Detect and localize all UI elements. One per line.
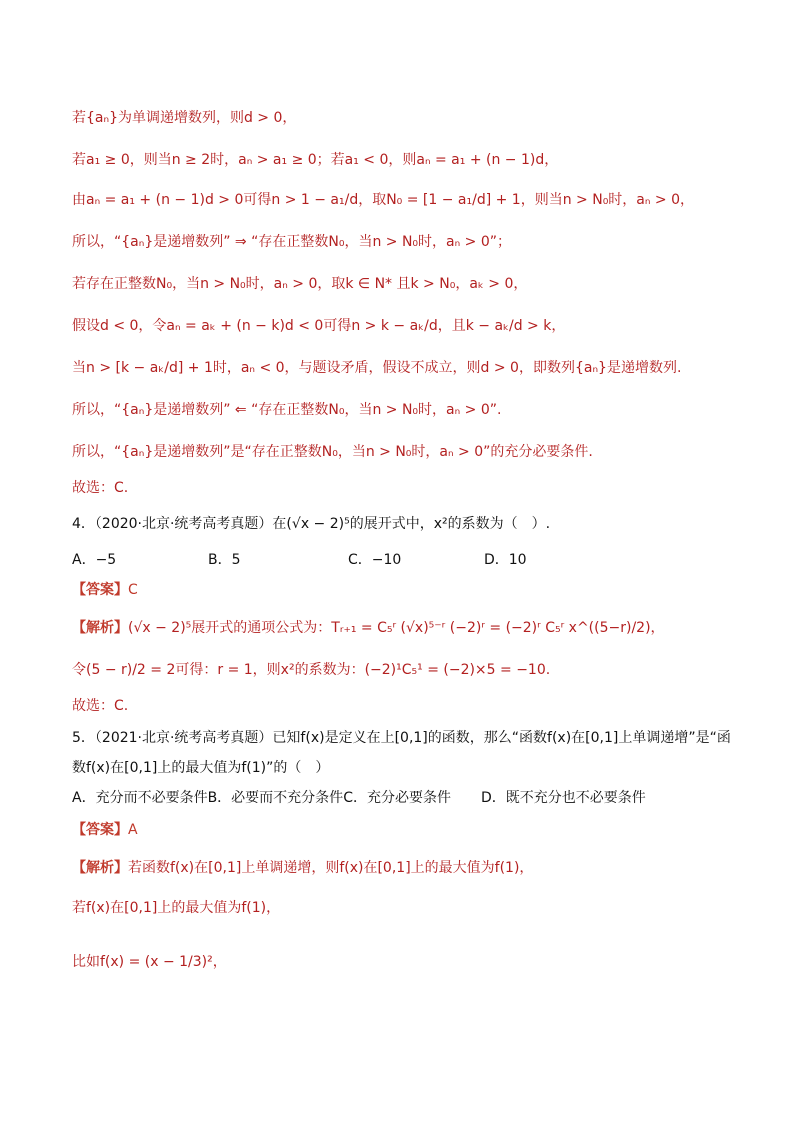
option-a: A．充分而不必要条件 [72, 790, 208, 806]
analysis-tag: 【解析】 [72, 620, 128, 636]
option-c: C．充分必要条件 [343, 790, 451, 806]
solution-line-5: 若存在正整数N₀，当n > N₀时，aₙ > 0，取k ∈ N* 且k > N₀，aₖ > 0， [72, 276, 528, 292]
option-d: D．既不充分也不必要条件 [480, 790, 646, 806]
solution-line-4: 所以，“{aₙ}是递增数列” ⇒ “存在正整数N₀，当n > N₀时，aₙ > 0”； [72, 234, 511, 250]
analysis-text: (√x − 2)⁵展开式的通项公式为：Tᵣ₊₁ = C₅ʳ (√x)⁵⁻ʳ (−2)ʳ = (−2)ʳ C₅ʳ x^((5−r)/2)， [128, 620, 665, 636]
solution-conclusion: 故选：C. [72, 480, 129, 496]
answer-value: A [128, 822, 138, 838]
option-c: C．−10 [348, 552, 402, 568]
analysis-text: 若函数f(x)在[0,1]上单调递增，则f(x)在[0,1]上的最大值为f(1)， [128, 860, 534, 876]
option-d: D．10 [484, 552, 527, 568]
answer-tag: 【答案】 [72, 582, 128, 598]
question-4-stem: 4．（2020·北京·统考高考真题）在(√x − 2)⁵的展开式中，x²的系数为（ ）. [72, 516, 551, 532]
answer-tag: 【答案】 [72, 822, 128, 838]
question-4-options [72, 550, 754, 570]
solution-line-8: 所以，“{aₙ}是递增数列” ⇐ “存在正整数N₀，当n > N₀时，aₙ > 0”. [72, 402, 502, 418]
solution-line-9: 所以，“{aₙ}是递增数列”是“存在正整数N₀，当n > N₀时，aₙ > 0”的充分必要条件. [72, 444, 593, 460]
question-5-analysis-3: 比如f(x) = (x − 1/3)²， [72, 954, 227, 970]
question-5-analysis-2: 若f(x)在[0,1]上的最大值为f(1)， [72, 900, 281, 916]
option-a: A．−5 [72, 552, 117, 568]
question-4-conclusion: 故选：C. [72, 698, 129, 714]
question-4-answer [72, 580, 754, 600]
question-5-answer [72, 820, 754, 840]
solution-line-7: 当n > [k − aₖ/d] + 1时，aₙ < 0，与题设矛盾，假设不成立，则d > 0，即数列{aₙ}是递增数列. [72, 360, 682, 376]
solution-line-1: 若{aₙ}为单调递增数列，则d > 0， [72, 110, 297, 126]
question-5-options [72, 788, 754, 808]
solution-line-2: 若a₁ ≥ 0，则当n ≥ 2时，aₙ > a₁ ≥ 0；若a₁ < 0，则aₙ = a₁ + (n − 1)d， [72, 152, 559, 168]
solution-line-6: 假设d < 0，令aₙ = aₖ + (n − k)d < 0可得n > k − aₖ/d，且k − aₖ/d > k， [72, 318, 566, 334]
option-b: B．必要而不充分条件 [207, 790, 344, 806]
question-5-stem-line-1: 5．（2021·北京·统考高考真题）已知f(x)是定义在上[0,1]的函数，那么“函数f(x)在[0,1]上单调递增”是“函 [72, 730, 731, 746]
option-b: B．5 [208, 552, 241, 568]
question-5-stem-line-2: 数f(x)在[0,1]上的最大值为f(1)”的（ ） [72, 760, 330, 776]
answer-value: C [128, 582, 138, 598]
solution-line-3: 由aₙ = a₁ + (n − 1)d > 0可得n > 1 − a₁/d，取N₀ = [1 − a₁/d] + 1，则当n > N₀时，aₙ > 0， [72, 192, 695, 208]
question-5-analysis-1 [72, 858, 754, 878]
analysis-tag: 【解析】 [72, 860, 128, 876]
question-4-analysis-2: 令(5 − r)/2 = 2可得：r = 1，则x²的系数为：(−2)¹C₅¹ = (−2)×5 = −10. [72, 662, 551, 678]
question-4-analysis-1 [72, 618, 754, 638]
